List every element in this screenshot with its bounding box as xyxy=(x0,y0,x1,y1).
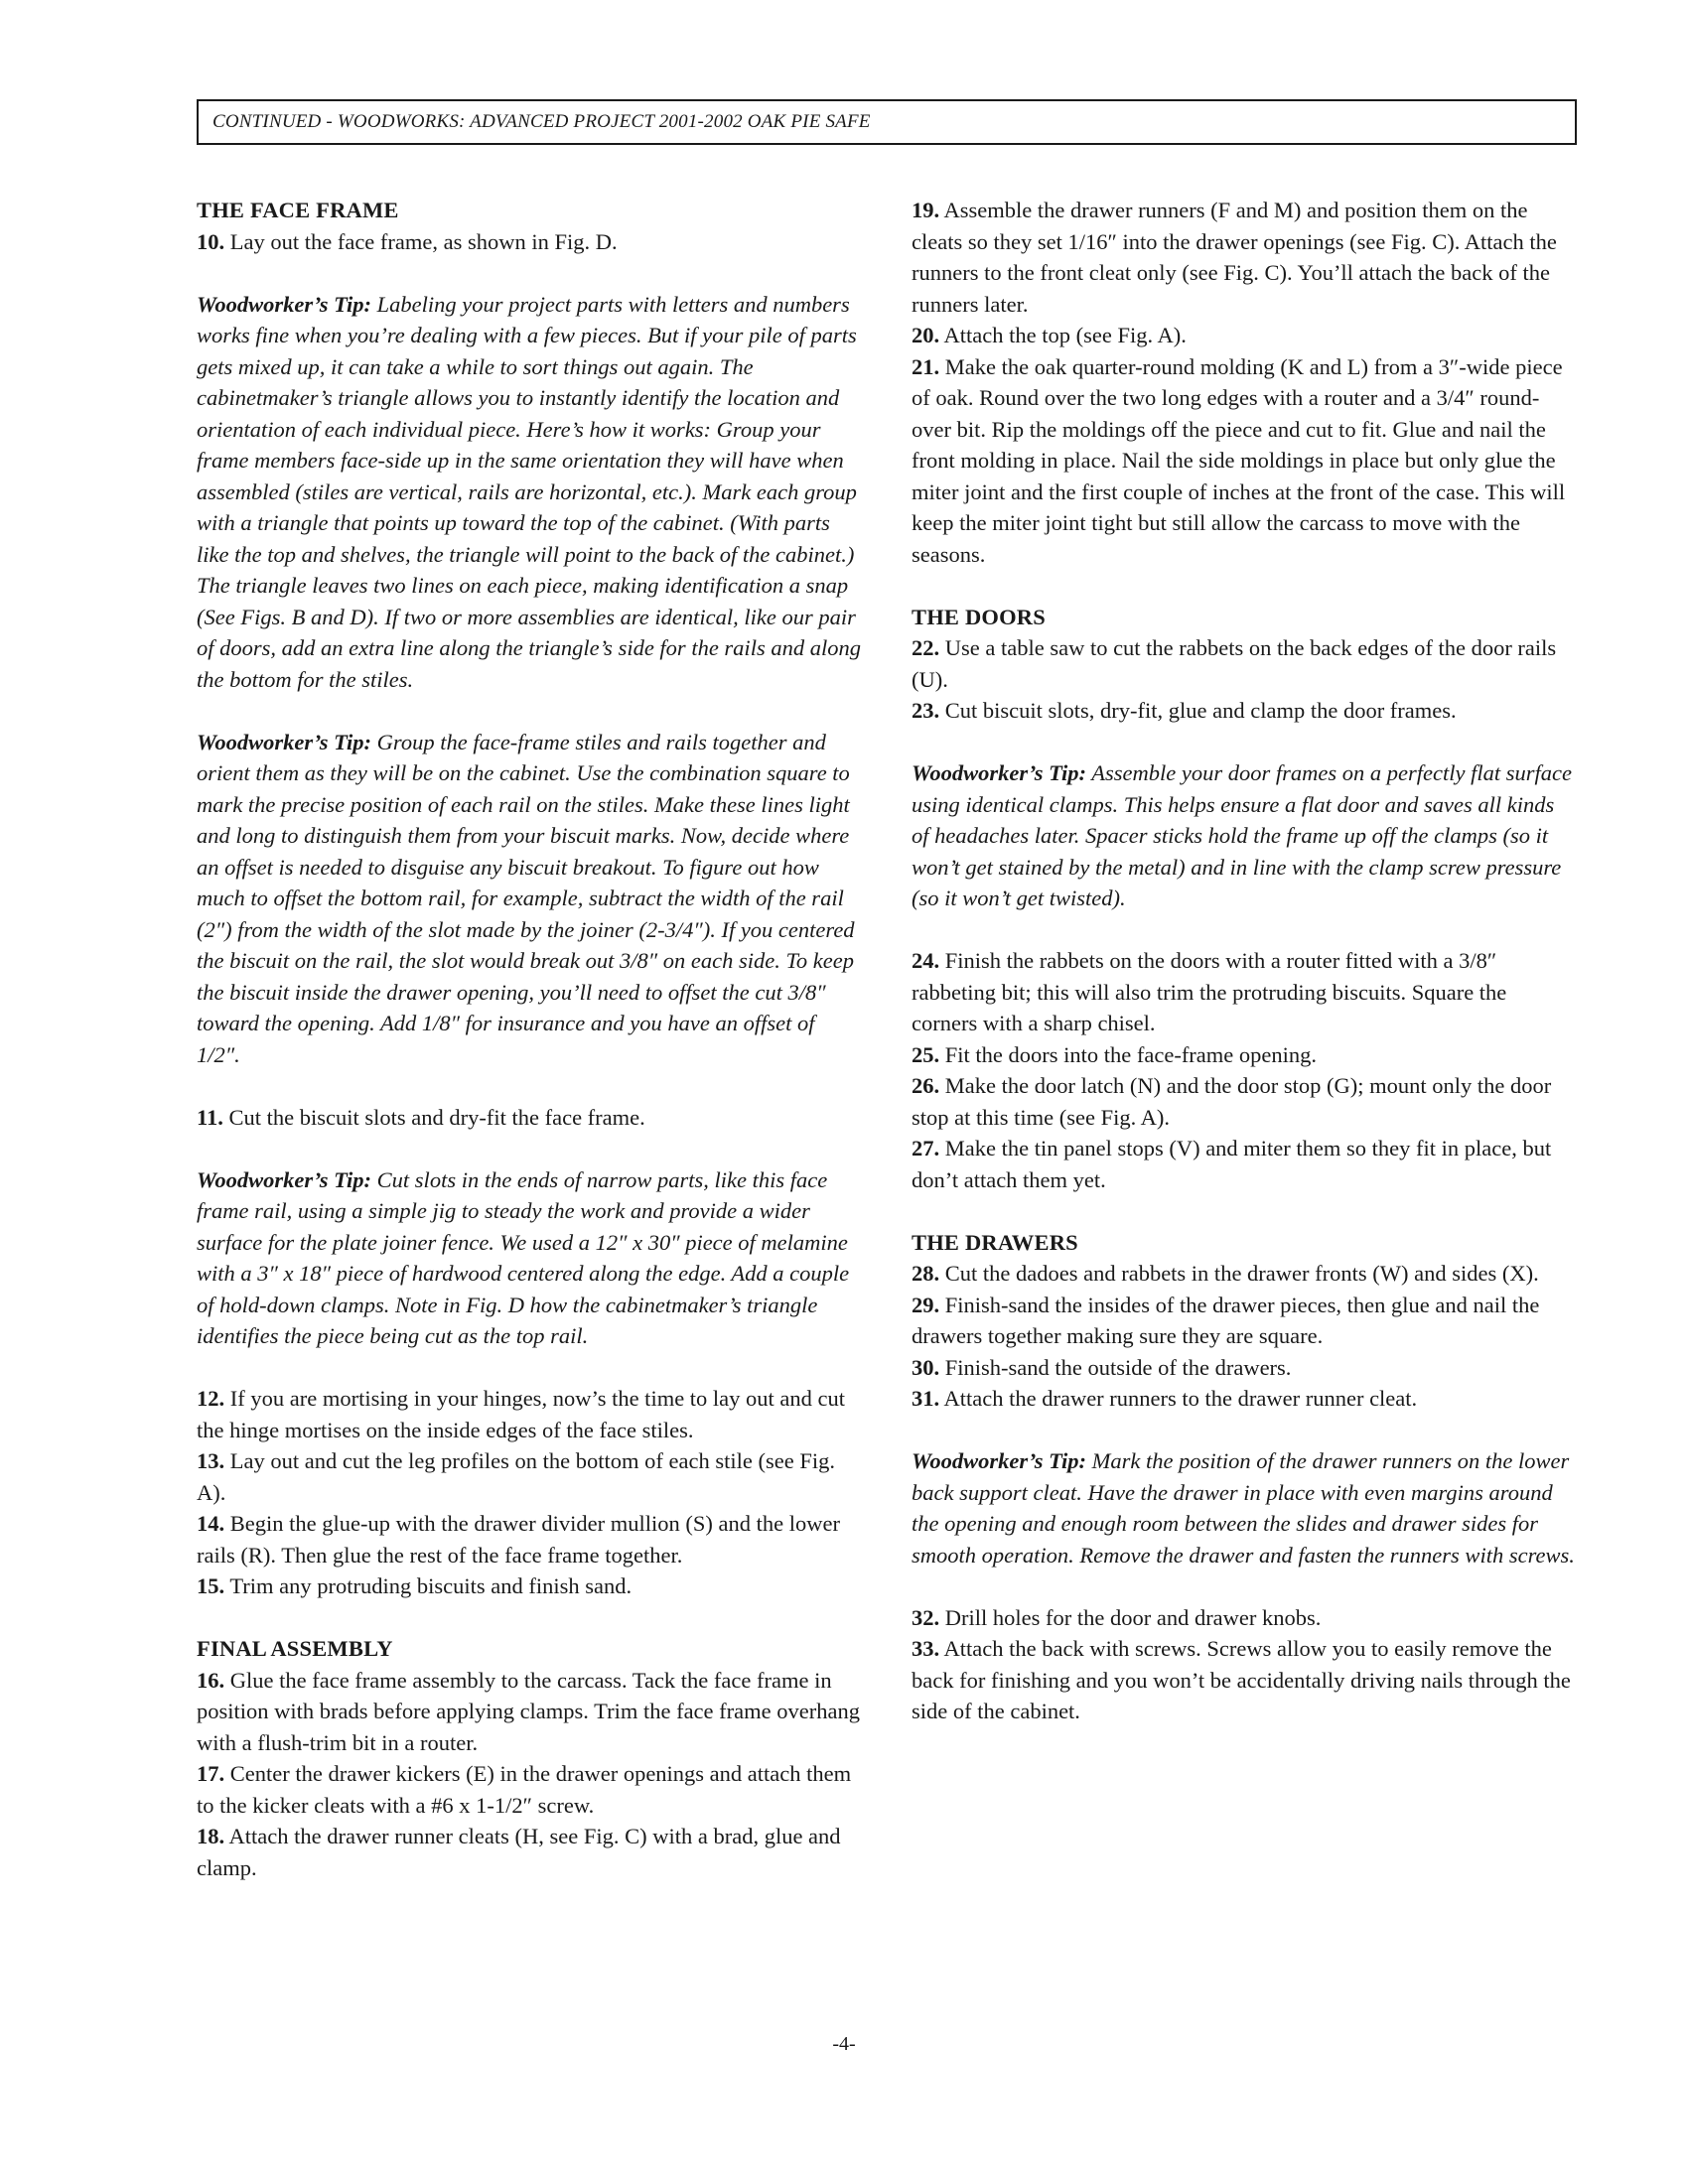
step-26 xyxy=(912,1070,1577,1133)
step-text: Cut biscuit slots, dry-fit, glue and clamp the door frames. xyxy=(939,698,1457,723)
step-text: Attach the drawer runners to the drawer runner cleat. xyxy=(939,1386,1418,1411)
step-18 xyxy=(197,1821,862,1883)
step-number: 26. xyxy=(912,1073,940,1098)
step-10 xyxy=(197,226,862,258)
step-29 xyxy=(912,1290,1577,1352)
woodworker-tip-5 xyxy=(912,1445,1577,1570)
section-heading-final-assembly: FINAL ASSEMBLY xyxy=(197,1636,393,1661)
tip-text: Assemble your door frames on a perfectly flat surface using identical clamps. This helps ensure a flat door and saves all kinds of headaches later. Spacer sticks hold the frame up off the clamps (so it won’t get stained by the metal) and in line with the clamp screw pressure (so it won’t get twisted). xyxy=(912,760,1572,910)
step-number: 10. xyxy=(197,228,225,254)
woodworker-tip-3 xyxy=(197,1164,862,1352)
step-number: 32. xyxy=(912,1604,940,1630)
step-number: 19. xyxy=(912,198,940,222)
step-16 xyxy=(197,1665,862,1759)
step-text: Lay out the face frame, as shown in Fig. D. xyxy=(224,228,618,254)
step-number: 20. xyxy=(912,323,940,347)
section-heading-drawers: THE DRAWERS xyxy=(912,1229,1078,1255)
step-number: 29. xyxy=(912,1292,940,1317)
step-text: Fit the doors into the face-frame opening. xyxy=(939,1041,1318,1067)
step-19 xyxy=(912,195,1577,320)
step-text: Make the tin panel stops (V) and miter them so they fit in place, but don’t attach them yet. xyxy=(912,1136,1552,1192)
woodworker-tip-1 xyxy=(197,289,862,696)
step-12 xyxy=(197,1383,862,1445)
step-text: Drill holes for the door and drawer knobs. xyxy=(939,1604,1322,1630)
tip-label: Woodworker’s Tip: xyxy=(197,1166,372,1192)
step-text: Trim any protruding biscuits and finish sand. xyxy=(224,1573,633,1598)
step-text: Begin the glue-up with the drawer divider mullion (S) and the lower rails (R). Then glue the rest of the face frame together. xyxy=(197,1511,840,1568)
tip-label: Woodworker’s Tip: xyxy=(912,1448,1087,1473)
step-15 xyxy=(197,1570,862,1602)
step-number: 22. xyxy=(912,635,940,660)
step-24 xyxy=(912,945,1577,1039)
step-number: 31. xyxy=(912,1386,940,1411)
step-number: 15. xyxy=(197,1573,225,1598)
step-text: Attach the drawer runner cleats (H, see Fig. C) with a brad, glue and clamp. xyxy=(197,1824,841,1880)
tip-text: Labeling your project parts with letters and numbers works fine when you’re dealing with a few pieces. But if your pile of parts gets mixed up, it can take a while to sort things out again. The cabinetmaker’s triangle allows you to instantly identify the location and orientation of each individual piece. Here’s how it works: Group your frame members face-side up in the same orientation they will have when assembled (stiles are vertical, rails are horizontal, etc.). Mark each group with a triangle that points up toward the top of the cabinet. (With parts like the top and shelves, the triangle will point to the back of the cabinet.) The triangle leaves two lines on each piece, making identification a snap (See Figs. B and D). If two or more assemblies are identical, like our pair of doors, add an extra line along the triangle’s side for the rails and along the bottom for the stiles. xyxy=(197,291,861,692)
step-30 xyxy=(912,1352,1577,1384)
tip-label: Woodworker’s Tip: xyxy=(197,291,372,317)
step-13 xyxy=(197,1445,862,1508)
tip-text: Mark the position of the drawer runners on the lower back support cleat. Have the drawer in place with even margins around the opening and enough room between the slides and drawer sides for smooth operation. Remove the drawer and fasten the runners with screws. xyxy=(912,1448,1575,1568)
tip-text: Group the face-frame stiles and rails together and orient them as they will be on the cabinet. Use the combination square to mark the precise position of each rail on the stiles. Make these lines light and long to distinguish them from your biscuit marks. Now, decide where an offset is needed to disguise any biscuit breakout. To figure out how much to offset the bottom rail, for example, subtract the width of the rail (2″) from the width of the slot made by the joiner (2-3/4″). If you centered the biscuit on the rail, the slot would break out 3/8″ on each side. To keep the biscuit inside the drawer opening, you’ll need to offset the cut 3/8″ toward the opening. Add 1/8″ for insurance and you have an offset of 1/2″. xyxy=(197,729,855,1067)
step-17 xyxy=(197,1758,862,1821)
step-text: Make the oak quarter-round molding (K and L) from a 3″-wide piece of oak. Round over the two long edges with a router and a 3/4″ round-over bit. Rip the moldings off the piece and cut to fit. Glue and nail the front molding in place. Nail the side moldings in place but only glue the miter joint and the first couple of inches at the front of the case. This will keep the miter joint tight but still allow the carcass to move with the seasons. xyxy=(912,353,1566,567)
step-text: Use a table saw to cut the rabbets on the back edges of the door rails (U). xyxy=(912,635,1557,692)
step-text: Cut the biscuit slots and dry-fit the face frame. xyxy=(222,1104,645,1130)
step-number: 27. xyxy=(912,1136,940,1160)
step-23 xyxy=(912,695,1577,727)
section-heading-doors: THE DOORS xyxy=(912,604,1046,629)
step-25 xyxy=(912,1039,1577,1071)
step-text: Finish the rabbets on the doors with a router fitted with a 3/8″ rabbeting bit; this will also trim the protruding biscuits. Square the corners with a sharp chisel. xyxy=(912,948,1507,1035)
step-11 xyxy=(197,1102,862,1134)
step-number: 14. xyxy=(197,1511,225,1536)
woodworker-tip-4 xyxy=(912,757,1577,914)
step-number: 16. xyxy=(197,1667,225,1693)
left-column xyxy=(197,195,862,1883)
step-28 xyxy=(912,1258,1577,1290)
running-header xyxy=(197,99,1577,145)
step-27 xyxy=(912,1133,1577,1195)
step-number: 25. xyxy=(912,1041,940,1067)
running-header-title: CONTINUED - WOODWORKS: ADVANCED PROJECT 2001-2002 OAK PIE SAFE xyxy=(212,111,871,132)
step-text: Assemble the drawer runners (F and M) and position them on the cleats so they set 1/16″ into the drawer openings (see Fig. C). Attach the runners to the front cleat only (see Fig. C). You’ll attach the back of the runners later. xyxy=(912,198,1557,317)
step-number: 18. xyxy=(197,1824,225,1848)
step-number: 17. xyxy=(197,1761,225,1786)
step-number: 23. xyxy=(912,698,940,723)
step-number: 21. xyxy=(912,353,940,379)
step-text: Center the drawer kickers (E) in the drawer openings and attach them to the kicker cleats with a #6 x 1-1/2″ screw. xyxy=(197,1761,852,1818)
step-number: 11. xyxy=(197,1104,223,1130)
step-20 xyxy=(912,320,1577,351)
step-number: 13. xyxy=(197,1448,225,1473)
step-text: Make the door latch (N) and the door stop (G); mount only the door stop at this time (see Fig. A). xyxy=(912,1073,1552,1130)
step-number: 24. xyxy=(912,948,940,973)
step-text: Glue the face frame assembly to the carcass. Tack the face frame in position with brads before applying clamps. Trim the face frame overhang with a flush-trim bit in a router. xyxy=(197,1667,860,1755)
tip-label: Woodworker’s Tip: xyxy=(912,760,1087,785)
step-number: 28. xyxy=(912,1261,940,1286)
step-text: Cut the dadoes and rabbets in the drawer fronts (W) and sides (X). xyxy=(939,1261,1539,1286)
step-14 xyxy=(197,1508,862,1570)
step-number: 12. xyxy=(197,1386,225,1411)
step-32 xyxy=(912,1602,1577,1634)
step-31 xyxy=(912,1383,1577,1415)
step-text: If you are mortising in your hinges, now’s the time to lay out and cut the hinge mortises on the inside edges of the face stiles. xyxy=(197,1386,846,1442)
right-column xyxy=(912,195,1577,1727)
step-text: Attach the back with screws. Screws allow you to easily remove the back for finishing and you won’t be accidentally driving nails through the side of the cabinet. xyxy=(912,1636,1571,1723)
step-number: 33. xyxy=(912,1636,940,1661)
section-heading-face-frame: THE FACE FRAME xyxy=(197,198,399,222)
step-text: Finish-sand the outside of the drawers. xyxy=(939,1354,1292,1380)
step-text: Finish-sand the insides of the drawer pieces, then glue and nail the drawers together making sure they are square. xyxy=(912,1292,1540,1348)
step-22 xyxy=(912,632,1577,695)
woodworker-tip-2 xyxy=(197,727,862,1071)
tip-text: Cut slots in the ends of narrow parts, like this face frame rail, using a simple jig to steady the work and provide a wider surface for the plate joiner fence. We used a 12″ x 30″ piece of melamine with a 3″ x 18″ piece of hardwood centered along the edge. Add a couple of hold-down clamps. Note in Fig. D how the cabinetmaker’s triangle identifies the piece being cut as the top rail. xyxy=(197,1166,850,1348)
step-21 xyxy=(912,351,1577,571)
page-number: -4- xyxy=(832,2033,856,2055)
step-text: Lay out and cut the leg profiles on the bottom of each stile (see Fig. A). xyxy=(197,1448,835,1505)
step-text: Attach the top (see Fig. A). xyxy=(939,323,1187,347)
step-number: 30. xyxy=(912,1354,940,1380)
tip-label: Woodworker’s Tip: xyxy=(197,729,372,754)
step-33 xyxy=(912,1633,1577,1727)
